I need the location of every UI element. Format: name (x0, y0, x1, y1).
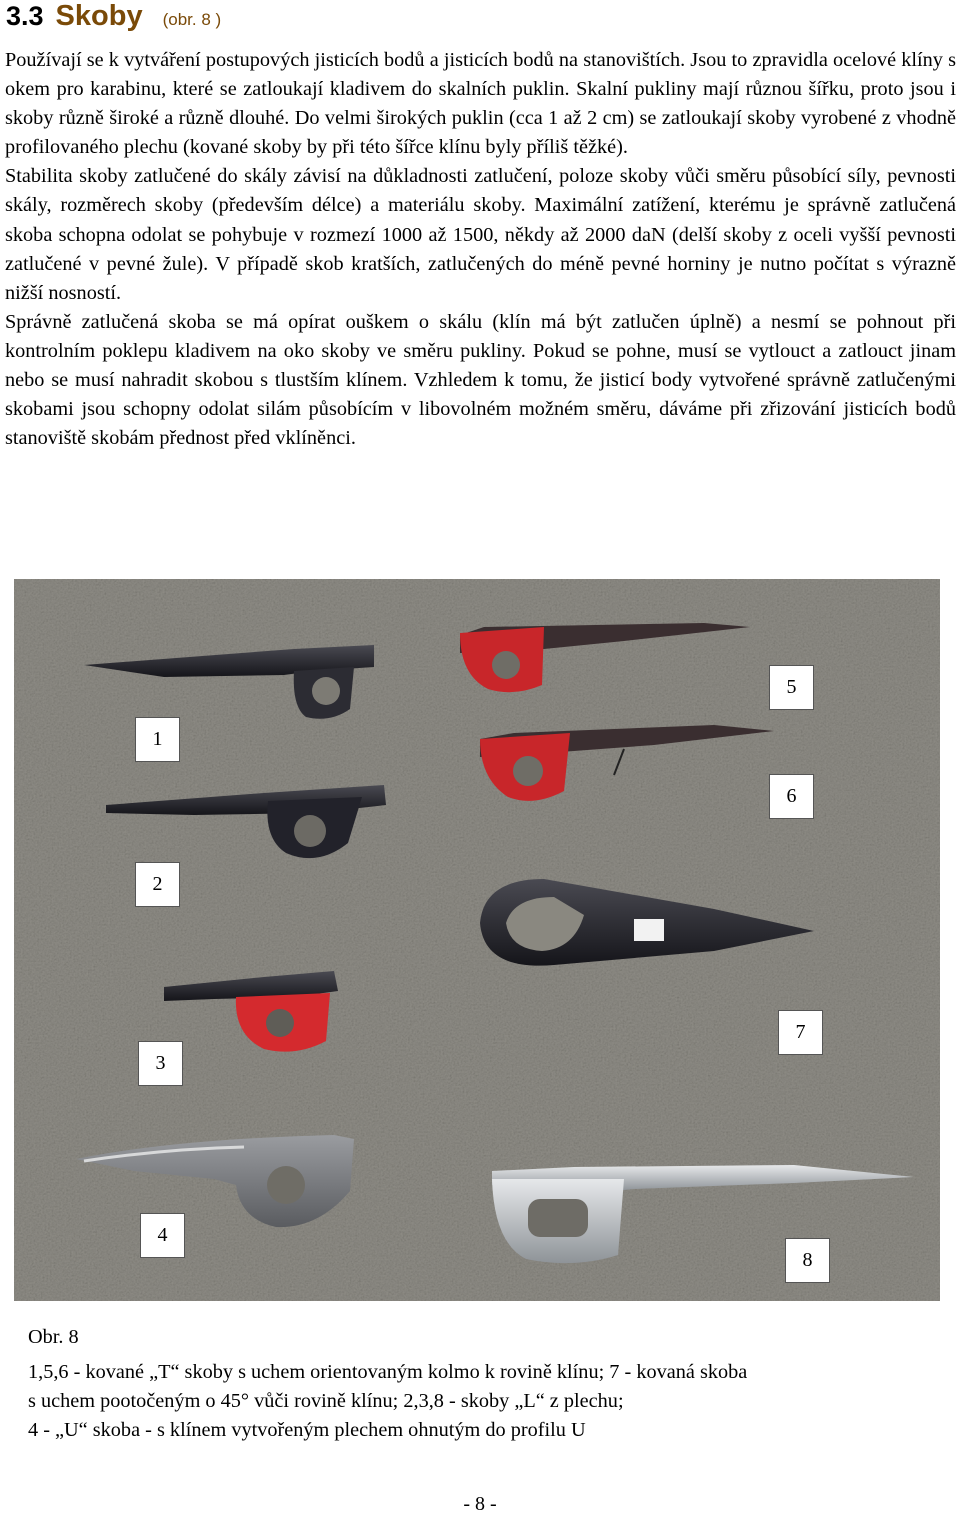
caption-title: Obr. 8 (28, 1326, 79, 1348)
caption-line-3: 4 - „U“ skoba - s klínem vytvořeným plechem ohnutým do profilu U (28, 1419, 586, 1441)
caption-line-1: 1,5,6 - kované „T“ skoby s uchem orientovaným kolmo k rovině klínu; 7 - kovaná skoba (28, 1361, 748, 1383)
figure-label-8: 8 (785, 1238, 830, 1283)
figure-label-2: 2 (135, 862, 180, 907)
figure-label-3: 3 (138, 1041, 183, 1086)
caption-line-2: s uchem pootočeným o 45° vůči rovině klínu; 2,3,8 - skoby „L“ z plechu; (28, 1390, 624, 1412)
figure-label-1: 1 (135, 717, 180, 762)
body-text (5, 46, 956, 453)
figure-label-6: 6 (769, 774, 814, 819)
page-number: - 8 - (463, 1493, 497, 1515)
section-title: Skoby (55, 0, 143, 32)
figure-reference: (obr. 8 ) (162, 10, 222, 29)
paragraph-3: Správně zatlučená skoba se má opírat ouškem o skálu (klín má být zatlučen úplně) a nesmí se pohnout při kontrolním poklepu kladivem na oko skoby ve směru pukliny. Pokud se pohne, musí se vytlouct a zatlouct jinam nebo se musí nahradit skobou s tlustším klínem. Vzhledem k tomu, že jisticí body vytvořené správně zatlučenými skobami jsou schopny odolat silám působícím v libovolném možném směru, dáváme při zřizování jisticích bodů stanoviště skobám přednost před vklíněnci. (5, 310, 956, 450)
paragraph-1: Používají se k vytváření postupových jisticích bodů a jisticích bodů na stanovištích. Jsou to zpravidla ocelové klíny s okem pro karabinu, které se zatloukají kladivem do skalních puklin. Skalní pukliny mají různou šířku, proto jsou i skoby různě široké a různě dlouhé. Do velmi širokých puklin (cca 1 až 2 cm) se zatloukají skoby vyrobené z vhodně profilovaného plechu (kované skoby by při této šířce klínu byly příliš těžké). (5, 49, 956, 159)
figure-label-4: 4 (140, 1213, 185, 1258)
figure-label-7: 7 (778, 1010, 823, 1055)
section-number: 3.3 (6, 1, 44, 31)
pitons-photo (14, 579, 940, 1301)
paragraph-2: Stabilita skoby zatlučené do skály závisí na důkladnosti zatlučení, poloze skoby vůči směru působící síly, pevnosti skály, rozměrech skoby (především délce) a materiálu skoby. Maximální zatížení, kterému je správně zatlučená skoba schopna odolat se pohybuje v rozmezí 1000 až 1500, někdy až 2000 daN (delší skoby z oceli vyšší pevnosti zatlučené v pevné žule). V případě skob kratších, zatlučených do méně pevné horniny je nutno počítat s výrazně nižší nosností. (5, 165, 956, 304)
figure-label-5: 5 (769, 665, 814, 710)
section-heading (6, 0, 221, 40)
figure-caption (28, 1323, 938, 1445)
